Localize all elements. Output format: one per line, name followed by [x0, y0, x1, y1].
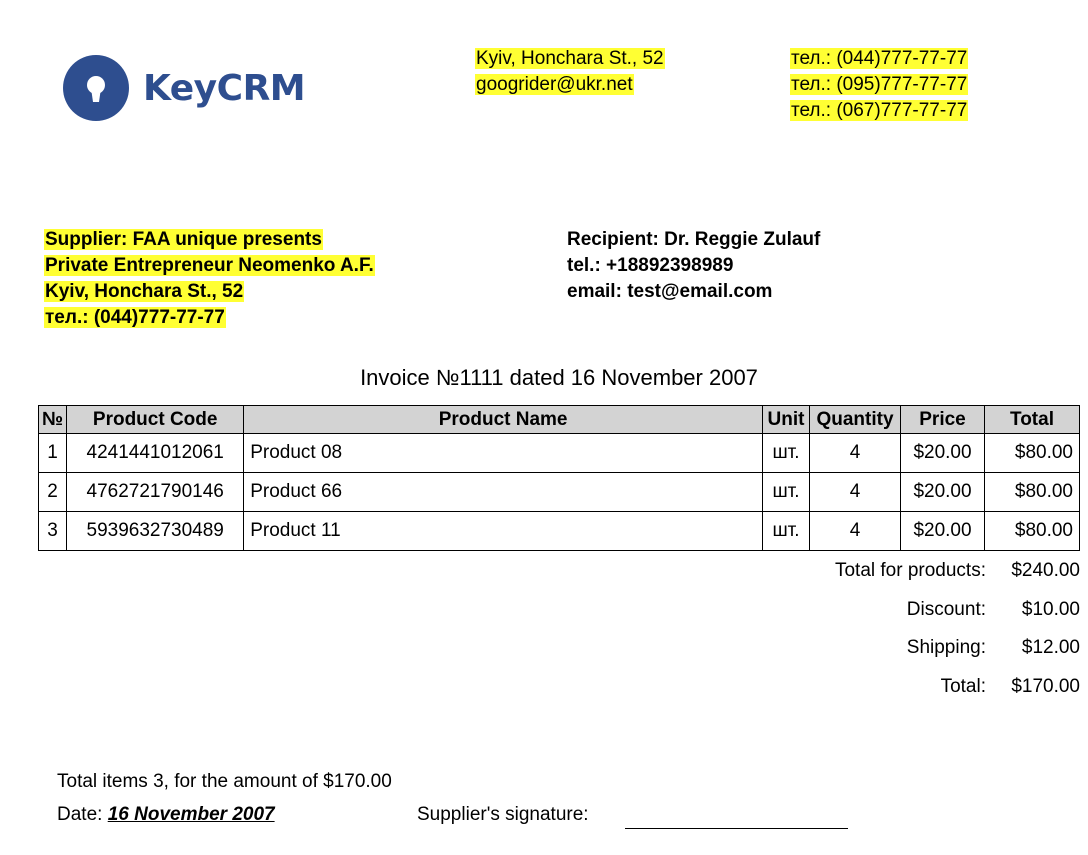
supplier-name: Supplier: FAA unique presents — [45, 229, 322, 250]
date-value: 16 November 2007 — [107, 804, 275, 825]
supplier-phone: тел.: (044)777-77-77 — [45, 307, 225, 328]
summary-row — [835, 635, 1080, 674]
cell-unit: шт. — [763, 473, 810, 512]
signature-label: Supplier's signature: — [417, 804, 589, 825]
col-header-product-name: Product Name — [244, 406, 763, 434]
summary-label-shipping: Shipping: — [906, 637, 986, 658]
total-items-text: Total items 3, for the amount of $170.00 — [57, 771, 392, 792]
cell-product-code: 4241441012061 — [67, 434, 244, 473]
summary-label-total: Total: — [940, 675, 986, 697]
cell-product-name: Product 66 — [244, 473, 763, 512]
cell-product-name: Product 11 — [244, 512, 763, 551]
cell-number: 3 — [39, 512, 67, 551]
summary-value-products: $240.00 — [1011, 560, 1080, 581]
col-header-unit: Unit — [763, 406, 810, 434]
cell-quantity: 4 — [810, 473, 901, 512]
summary-label-discount: Discount: — [906, 598, 986, 620]
summary-value-discount: $10.00 — [1021, 598, 1080, 620]
table-row — [39, 434, 1080, 473]
invoice-title: Invoice №1111 dated 16 November 2007 — [360, 365, 758, 390]
col-header-price: Price — [901, 406, 985, 434]
cell-product-name: Product 08 — [244, 434, 763, 473]
header-contact — [475, 46, 665, 98]
cell-product-code: 5939632730489 — [67, 512, 244, 551]
summary-row — [835, 674, 1080, 713]
header-email: googrider@ukr.net — [476, 74, 633, 95]
summary-label-products: Total for products: — [834, 560, 986, 581]
cell-total: $80.00 — [985, 473, 1080, 512]
cell-total: $80.00 — [985, 434, 1080, 473]
cell-unit: шт. — [763, 434, 810, 473]
brand-name: KeyCRM — [143, 67, 306, 109]
col-header-product-code: Product Code — [67, 406, 244, 434]
cell-quantity: 4 — [810, 434, 901, 473]
recipient-email: email: test@email.com — [567, 281, 773, 302]
date-line — [57, 804, 275, 826]
col-header-quantity: Quantity — [810, 406, 901, 434]
signature-line — [625, 828, 848, 829]
cell-product-code: 4762721790146 — [67, 473, 244, 512]
recipient-phone: tel.: +18892398989 — [567, 255, 734, 276]
items-table — [38, 405, 1080, 551]
cell-price: $20.00 — [901, 434, 985, 473]
header-phone: тел.: (044)777-77-77 — [791, 48, 968, 69]
header-address: Kyiv, Honchara St., 52 — [476, 48, 664, 69]
header-phone: тел.: (067)777-77-77 — [791, 100, 968, 121]
col-header-number: № — [39, 406, 67, 434]
cell-quantity: 4 — [810, 512, 901, 551]
totals-summary — [835, 558, 1080, 712]
keyhole-icon — [63, 55, 129, 121]
supplier-entity: Private Entrepreneur Neomenko A.F. — [45, 255, 374, 276]
header-phone: тел.: (095)777-77-77 — [791, 74, 968, 95]
cell-number: 2 — [39, 473, 67, 512]
supplier-block — [44, 227, 375, 331]
header-phones — [790, 46, 968, 124]
table-row — [39, 512, 1080, 551]
cell-unit: шт. — [763, 512, 810, 551]
cell-total: $80.00 — [985, 512, 1080, 551]
supplier-address: Kyiv, Honchara St., 52 — [45, 281, 244, 302]
summary-value-total: $170.00 — [1011, 675, 1080, 697]
recipient-name: Recipient: Dr. Reggie Zulauf — [567, 229, 821, 250]
table-row — [39, 473, 1080, 512]
cell-number: 1 — [39, 434, 67, 473]
summary-row — [835, 558, 1080, 597]
recipient-block — [566, 227, 821, 305]
date-label: Date: — [57, 804, 103, 825]
cell-price: $20.00 — [901, 473, 985, 512]
cell-price: $20.00 — [901, 512, 985, 551]
summary-row — [835, 597, 1080, 636]
company-logo — [63, 55, 305, 121]
table-header-row — [39, 406, 1080, 434]
summary-value-shipping: $12.00 — [1021, 637, 1080, 658]
col-header-total: Total — [985, 406, 1080, 434]
